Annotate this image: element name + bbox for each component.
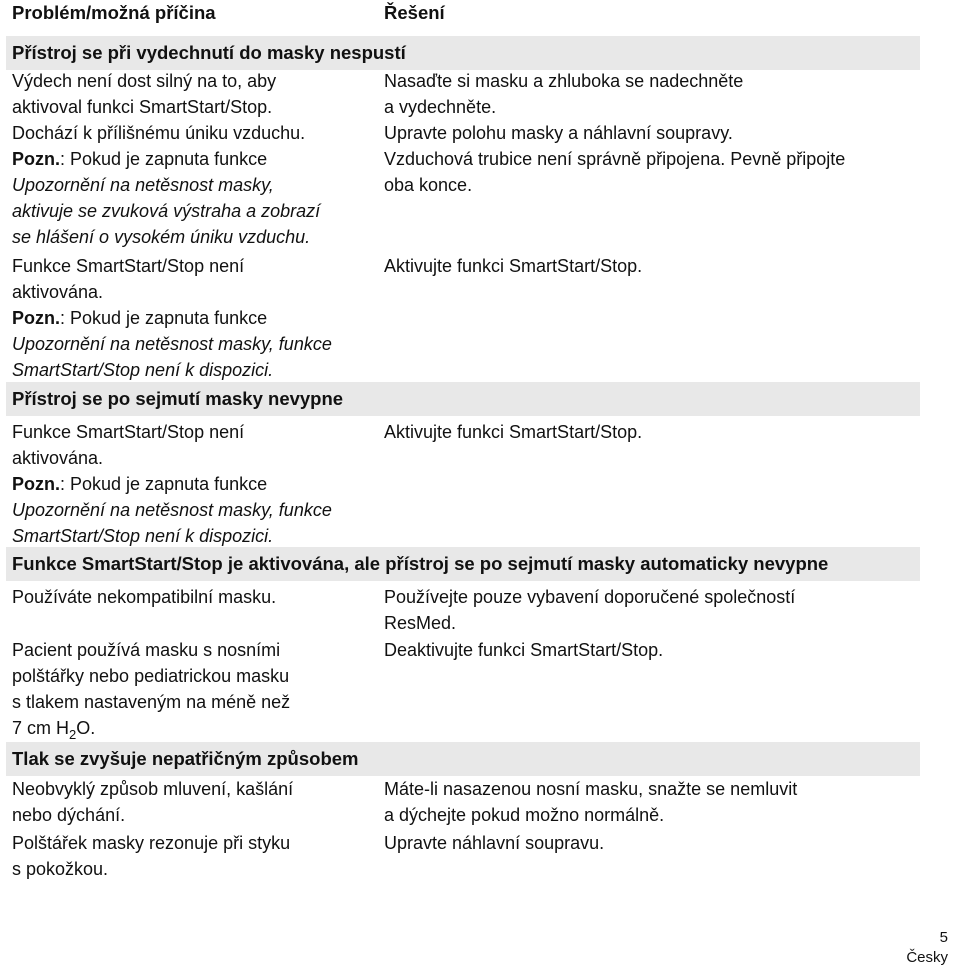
problem-line: Funkce SmartStart/Stop není [12,422,245,442]
problem-line: aktivoval funkci SmartStart/Stop. [12,97,273,117]
section-title: Přístroj se při vydechnutí do masky nespustí [12,42,406,63]
note-line: Upozornění na netěsnost masky, funkce [12,500,332,520]
solution-line: Aktivujte funkci SmartStart/Stop. [384,256,643,276]
section-band [6,547,920,581]
problem-line: polštářky nebo pediatrickou masku [12,666,290,686]
problem-line: Neobvyklý způsob mluvení, kašlání [12,779,294,799]
problem-line: Dochází k přílišnému úniku vzduchu. [12,123,306,143]
problem-line: Pacient používá masku s nosními [12,640,281,660]
problem-line: nebo dýchání. [12,805,126,825]
note-text: : Pokud je zapnuta funkce [60,308,268,328]
problem-line: aktivována. [12,448,104,468]
note-text: : Pokud je zapnuta funkce [60,474,268,494]
note-line: Upozornění na netěsnost masky, funkce [12,334,332,354]
solution-line: Vzduchová trubice není správně připojena. Pevně připojte [384,149,846,169]
problem-line: aktivována. [12,282,104,302]
pressure-line [12,715,290,743]
solution-line: Používejte pouze vybavení doporučené společností [384,587,796,607]
note-line: Upozornění na netěsnost masky, [12,175,274,195]
problem-cell [12,253,332,383]
problem-cell [12,584,276,610]
note-label: Pozn. [12,149,60,169]
solution-line: ResMed. [384,613,457,633]
note-line: se hlášení o vysokém úniku vzduchu. [12,227,311,247]
solution-cell [384,68,743,120]
section-title: Funkce SmartStart/Stop je aktivována, ale přístroj se po sejmutí masky automaticky nevypne [12,553,829,574]
solution-cell [384,637,663,663]
problem-cell [12,68,276,120]
problem-cell [12,830,290,882]
page-number: 5 [939,929,948,946]
language-label: Česky [906,949,948,966]
pressure-suffix: O. [76,718,96,738]
solution-cell [384,776,797,828]
solution-line: Aktivujte funkci SmartStart/Stop. [384,422,643,442]
note-line [12,146,320,172]
solution-line: a vydechněte. [384,97,497,117]
solution-cell [384,120,845,198]
solution-line: Nasaďte si masku a zhluboka se nadechněte [384,71,744,91]
solution-cell [384,830,604,856]
problem-line: s tlakem nastaveným na méně než [12,692,291,712]
solution-line: Upravte náhlavní soupravu. [384,833,605,853]
problem-column-header: Problém/možná příčina [12,2,216,23]
solution-line: a dýchejte pokud možno normálně. [384,805,665,825]
section-title: Přístroj se po sejmutí masky nevypne [12,388,344,409]
section-band [6,742,920,776]
solution-line: Deaktivujte funkci SmartStart/Stop. [384,640,664,660]
problem-cell [12,637,290,743]
problem-line: Používáte nekompatibilní masku. [12,587,277,607]
solution-line: Máte-li nasazenou nosní masku, snažte se nemluvit [384,779,798,799]
section-title: Tlak se zvyšuje nepatřičným způsobem [12,748,359,769]
note-line: SmartStart/Stop není k dispozici. [12,360,274,380]
problem-cell [12,419,332,549]
pressure-subscript: 2 [69,727,77,742]
note-line: aktivuje se zvuková výstraha a zobrazí [12,201,321,221]
note-line [12,305,332,331]
note-label: Pozn. [12,474,60,494]
problem-cell [12,776,293,828]
pressure-prefix: 7 cm H [12,718,70,738]
problem-line: Funkce SmartStart/Stop není [12,256,245,276]
section-band [6,36,920,70]
solution-column-header: Řešení [384,2,445,23]
note-line: SmartStart/Stop není k dispozici. [12,526,274,546]
solution-cell [384,419,642,445]
section-band [6,382,920,416]
problem-cell [12,120,320,250]
solution-line: oba konce. [384,175,473,195]
note-label: Pozn. [12,308,60,328]
problem-line: Polštářek masky rezonuje při styku [12,833,291,853]
note-text: : Pokud je zapnuta funkce [60,149,268,169]
problem-line: s pokožkou. [12,859,109,879]
solution-cell [384,253,642,279]
problem-line: Výdech není dost silný na to, aby [12,71,277,91]
page-footer [906,928,948,968]
note-line [12,471,332,497]
solution-line: Upravte polohu masky a náhlavní soupravy. [384,123,733,143]
solution-cell [384,584,795,636]
